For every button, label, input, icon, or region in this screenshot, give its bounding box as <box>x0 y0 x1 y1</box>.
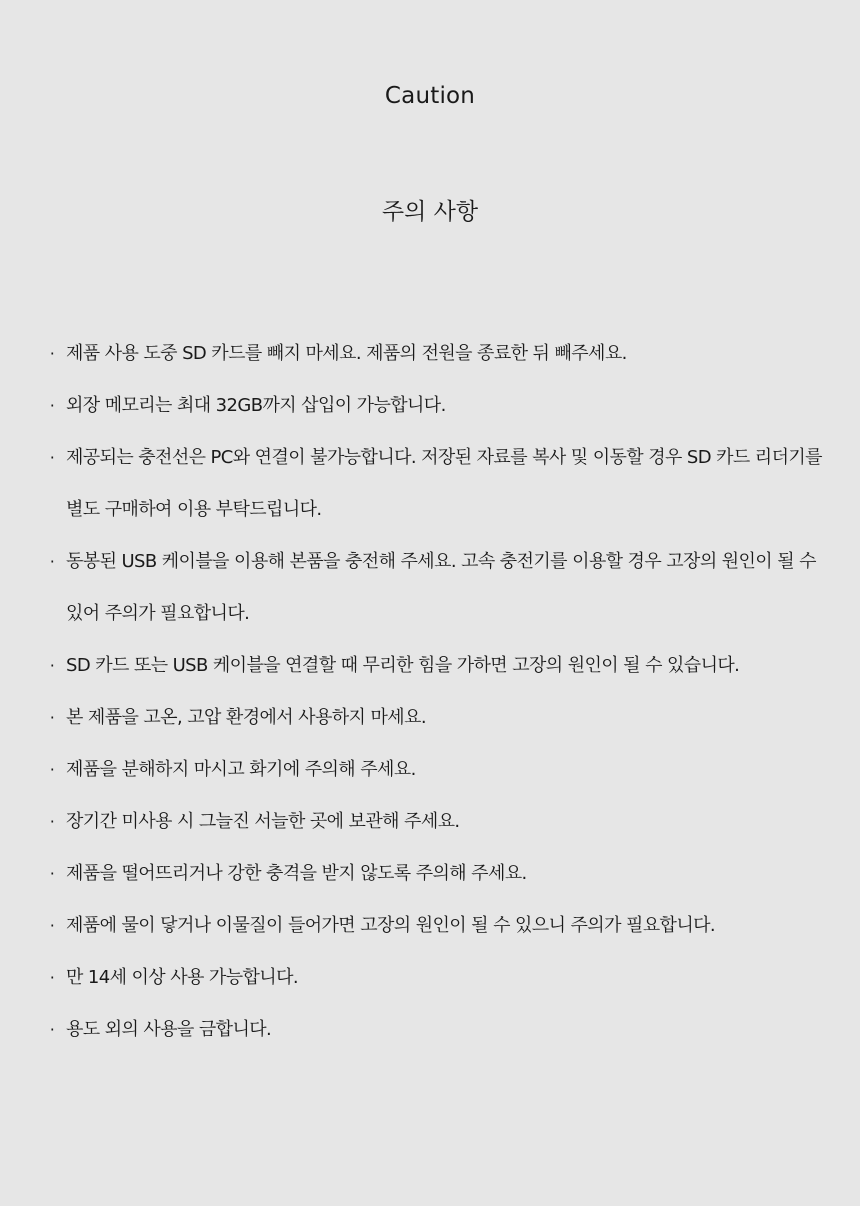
caution-item <box>46 328 836 380</box>
caution-list <box>46 328 836 1056</box>
bullet-icon: · <box>49 1020 55 1039</box>
bullet-icon: · <box>49 968 55 987</box>
caution-title-korean: 주의 사항 <box>381 199 479 225</box>
bullet-icon: · <box>49 916 55 935</box>
bullet-icon: · <box>49 552 55 571</box>
caution-text: 외장 메모리는 최대 32GB까지 삽입이 가능합니다. <box>66 395 446 416</box>
bullet-icon: · <box>49 396 55 415</box>
caution-text: 장기간 미사용 시 그늘진 서늘한 곳에 보관해 주세요. <box>66 811 460 832</box>
caution-item <box>46 900 836 952</box>
caution-text: 동봉된 USB 케이블을 이용해 본품을 충전해 주세요. 고속 충전기를 이용할 경우 고장의 원인이 될 수 있어 주의가 필요합니다. <box>66 551 816 624</box>
caution-text: 제품을 분해하지 마시고 화기에 주의해 주세요. <box>66 759 416 780</box>
caution-text: 본 제품을 고온, 고압 환경에서 사용하지 마세요. <box>66 707 426 728</box>
caution-item <box>46 1004 836 1056</box>
caution-text: 만 14세 이상 사용 가능합니다. <box>66 967 298 988</box>
caution-item <box>46 848 836 900</box>
caution-item <box>46 432 836 536</box>
caution-text: 제품을 떨어뜨리거나 강한 충격을 받지 않도록 주의해 주세요. <box>66 863 527 884</box>
caution-text: SD 카드 또는 USB 케이블을 연결할 때 무리한 힘을 가하면 고장의 원인이 될 수 있습니다. <box>66 655 740 676</box>
caution-item <box>46 640 836 692</box>
caution-item <box>46 692 836 744</box>
caution-text: 제품에 물이 닿거나 이물질이 들어가면 고장의 원인이 될 수 있으니 주의가 필요합니다. <box>66 915 716 936</box>
bullet-icon: · <box>49 344 55 363</box>
bullet-icon: · <box>49 864 55 883</box>
bullet-icon: · <box>49 708 55 727</box>
bullet-icon: · <box>49 760 55 779</box>
caution-text: 제공되는 충전선은 PC와 연결이 불가능합니다. 저장된 자료를 복사 및 이동할 경우 SD 카드 리더기를 별도 구매하여 이용 부탁드립니다. <box>66 447 822 520</box>
caution-text: 제품 사용 도중 SD 카드를 빼지 마세요. 제품의 전원을 종료한 뒤 빼주세요. <box>66 343 627 364</box>
bullet-icon: · <box>49 812 55 831</box>
caution-text: 용도 외의 사용을 금합니다. <box>66 1019 272 1040</box>
caution-item <box>46 952 836 1004</box>
bullet-icon: · <box>49 448 55 467</box>
caution-item <box>46 536 836 640</box>
caution-item <box>46 796 836 848</box>
bullet-icon: · <box>49 656 55 675</box>
caution-item <box>46 380 836 432</box>
caution-item <box>46 744 836 796</box>
caution-title-english: Caution <box>384 83 476 109</box>
